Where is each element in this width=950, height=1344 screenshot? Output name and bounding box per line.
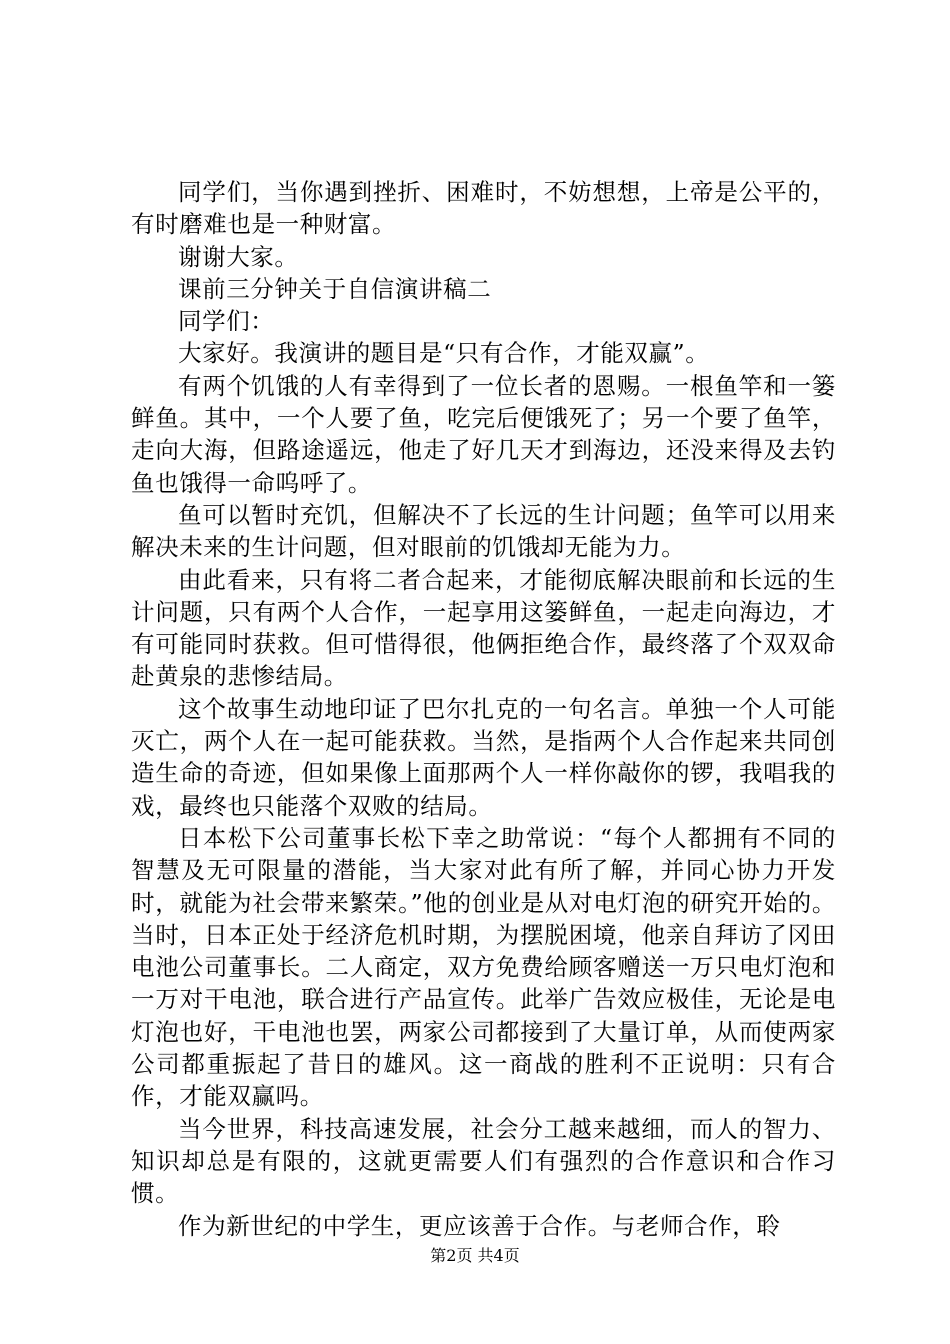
salutation: 同学们：: [178, 307, 275, 336]
paragraph: 作为新世纪的中学生，更应该善于合作。与老师合作，聆: [178, 1211, 781, 1240]
paragraph: 鱼可以暂时充饥，但解决不了长远的生计问题；鱼竿可以用来解决未来的生计问题，但对眼前的饥饿却无能为力。: [131, 500, 836, 562]
document-body: [131, 176, 836, 1242]
paragraph: 日本松下公司董事长松下幸之助常说：“每个人都拥有不同的智慧及无可限量的潜能，当大家对此有所了解，并同心协力开发时，就能为社会带来繁荣。”他的创业是从对电灯泡的研究开始的。当时，日本正处于经济危机时期，为摆脱困境，他亲自拜访了冈田电池公司董事长。二人商定，双方免费给顾客赠送一万只电灯泡和一万对干电池，联合进行产品宣传。此举广告效应极佳，无论是电灯泡也好，干电池也罢，两家公司都接到了大量订单，从而使两家公司都重振起了昔日的雄风。这一商战的胜利不正说明：只有合作，才能双赢吗。: [131, 823, 836, 1111]
paragraph: 有两个饥饿的人有幸得到了一位长者的恩赐。一根鱼竿和一篓鲜鱼。其中，一个人要了鱼，吃完后便饿死了；另一个要了鱼竿，走向大海，但路途遥远，他走了好几天才到海边，还没来得及去钓鱼也饿得一命呜呼了。: [131, 371, 836, 497]
page-footer: [0, 1246, 950, 1266]
page-number: 第2页 共4页: [430, 1246, 520, 1265]
paragraph: 这个故事生动地印证了巴尔扎克的一句名言。单独一个人可能灭亡，两个人在一起可能获救。当然，是指两个人合作起来共同创造生命的奇迹，但如果像上面那两个人一样你敲你的锣，我唱我的戏，最终也只能落个双败的结局。: [131, 694, 836, 820]
paragraph: 当今世界，科技高速发展，社会分工越来越细，而人的智力、知识却总是有限的，这就更需要人们有强烈的合作意识和合作习惯。: [131, 1114, 836, 1208]
paragraph: 由此看来，只有将二者合起来，才能彻底解决眼前和长远的生计问题，只有两个人合作，一起享用这篓鲜鱼，一起走向海边，才有可能同时获救。但可惜得很，他俩拒绝合作，最终落了个双双命赴黄泉的悲惨结局。: [131, 565, 836, 691]
section-heading: 课前三分钟关于自信演讲稿二: [178, 274, 492, 303]
paragraph: 大家好。我演讲的题目是“只有合作，才能双赢”。: [178, 339, 710, 368]
paragraph: 谢谢大家。: [178, 242, 299, 271]
paragraph: 同学们，当你遇到挫折、困难时，不妨想想，上帝是公平的，有时磨难也是一种财富。: [131, 178, 836, 239]
